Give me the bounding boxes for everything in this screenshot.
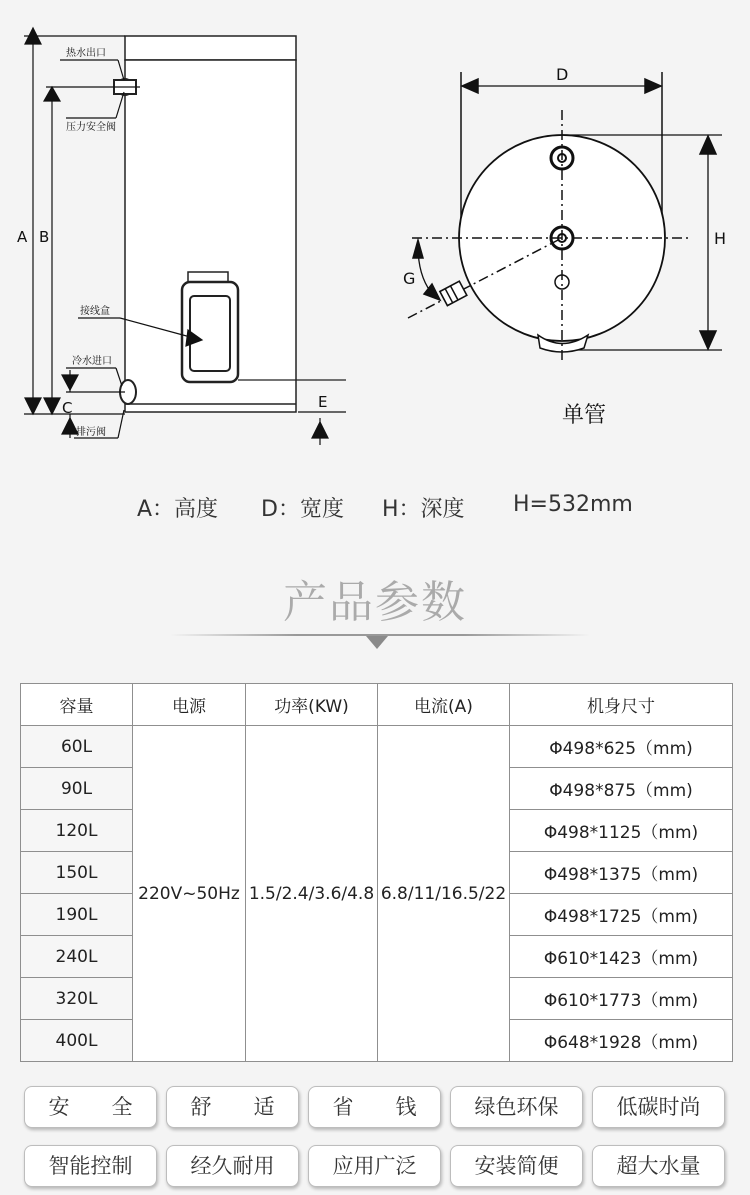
top-view-caption: 单管: [562, 403, 607, 428]
dim-label-g: G: [403, 269, 416, 288]
dim-label-e: E: [318, 393, 328, 411]
cell-size: Φ498*875（mm): [510, 768, 733, 810]
label-junction-box: 接线盒: [80, 306, 110, 317]
dim-label-d: D: [556, 65, 569, 84]
cell-size: Φ498*625（mm): [510, 726, 733, 768]
header-current: 电流(A): [378, 684, 510, 726]
cell-size: Φ610*1773（mm): [510, 978, 733, 1020]
feature-tag-versatile: 应用广泛: [308, 1145, 441, 1187]
label-pressure-valve: 压力安全阀: [66, 122, 116, 133]
title-triangle-icon: [366, 636, 388, 649]
cell-size: Φ498*1375（mm): [510, 852, 733, 894]
tank-top-view: [408, 72, 722, 360]
cell-power-source: 220V~50Hz: [133, 726, 246, 1062]
cell-capacity: 120L: [21, 810, 133, 852]
cell-capacity: 240L: [21, 936, 133, 978]
feature-tag-comfort: 舒 适: [166, 1086, 299, 1128]
dim-label-h: H: [714, 229, 727, 248]
dim-label-a: A: [17, 228, 28, 246]
product-parameters-table: [20, 683, 733, 1062]
legend-depth-value: H=532mm: [513, 492, 633, 517]
cell-capacity: 190L: [21, 894, 133, 936]
legend-width: D：宽度: [261, 497, 344, 522]
cell-size: Φ648*1928（mm): [510, 1020, 733, 1062]
header-capacity: 容量: [21, 684, 133, 726]
dim-label-c: C: [62, 399, 73, 417]
section-title: 产品参数: [283, 577, 467, 628]
feature-tag-safety: 安 全: [24, 1086, 157, 1128]
cell-capacity: 90L: [21, 768, 133, 810]
legend-depth: H：深度: [382, 497, 465, 522]
label-cold-water-inlet: 冷水进口: [72, 356, 112, 367]
table-header-row: [21, 684, 733, 726]
tank-side-view: [114, 36, 346, 412]
header-power: 功率(KW): [246, 684, 378, 726]
cell-size: Φ610*1423（mm): [510, 936, 733, 978]
cell-power-kw: 1.5/2.4/3.6/4.8: [246, 726, 378, 1062]
feature-tag-smart-control: 智能控制: [24, 1145, 157, 1187]
feature-tag-easy-install: 安装简便: [450, 1145, 583, 1187]
feature-tag-saving: 省 钱: [308, 1086, 441, 1128]
table-row: [21, 726, 733, 768]
feature-tag-durable: 经久耐用: [166, 1145, 299, 1187]
cell-current: 6.8/11/16.5/22: [378, 726, 510, 1062]
legend-height: A：高度: [137, 497, 219, 522]
header-size: 机身尺寸: [510, 684, 733, 726]
feature-tag-large-capacity: 超大水量: [592, 1145, 725, 1187]
cell-capacity: 400L: [21, 1020, 133, 1062]
cell-capacity: 150L: [21, 852, 133, 894]
feature-tag-low-carbon: 低碳时尚: [592, 1086, 725, 1128]
installation-diagram: [0, 0, 750, 470]
feature-tag-eco: 绿色环保: [450, 1086, 583, 1128]
header-power-source: 电源: [133, 684, 246, 726]
label-hot-water-outlet: 热水出口: [66, 48, 106, 59]
dimension-legend: [0, 492, 750, 526]
cell-capacity: 60L: [21, 726, 133, 768]
cell-size: Φ498*1125（mm): [510, 810, 733, 852]
cell-capacity: 320L: [21, 978, 133, 1020]
label-drain-valve: 排污阀: [76, 427, 106, 438]
cell-size: Φ498*1725（mm): [510, 894, 733, 936]
dim-label-b: B: [39, 228, 50, 246]
